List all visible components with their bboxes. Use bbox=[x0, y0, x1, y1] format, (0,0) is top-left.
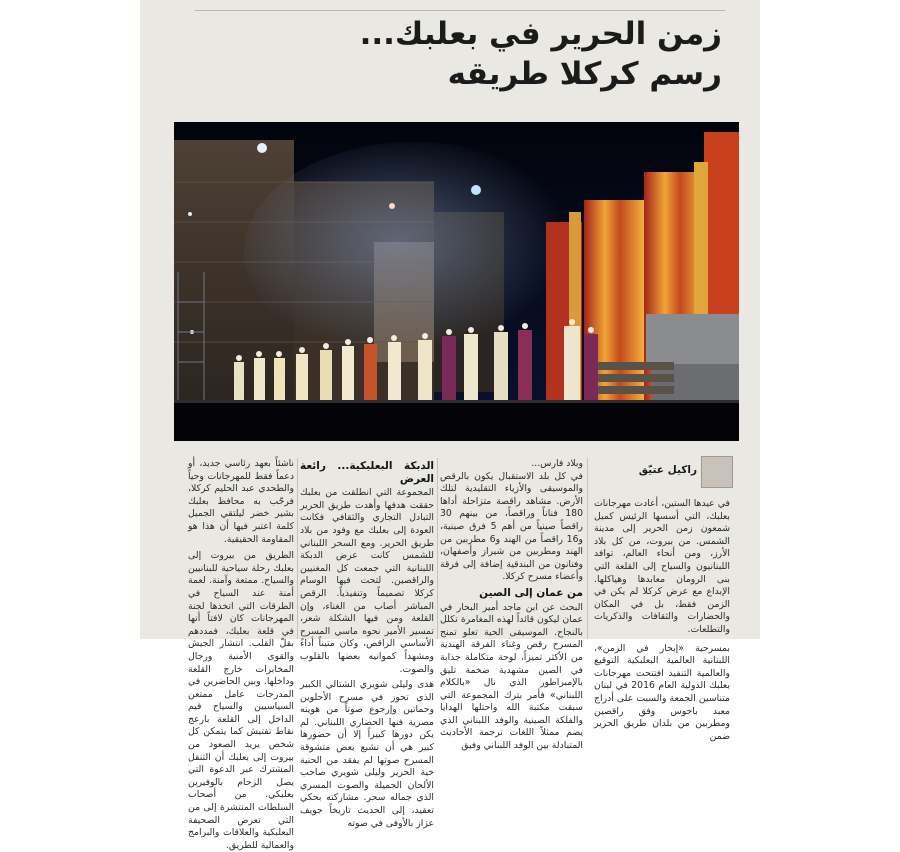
paragraph: ناشئاً بعهد رئاسي جديد، أو دعماً فقط للمهرجانات وحياً والطحدي عبد الحليم كركلا، فرحّب به محافظ بعلبك بشير خضر ليلتقي الجميل كلمة اعتبر فيها أن هذا هو المقاومة الحقيقية. bbox=[188, 458, 294, 545]
article-column-3 bbox=[300, 458, 434, 829]
article-column-2 bbox=[440, 458, 583, 752]
article-column-4 bbox=[188, 458, 294, 851]
paragraph: الطريق من بيروت إلى بعلبك رحلة سياحية للبنانيين والسياح. ممتعة وآمنة. لعمة أمنة عند السياح في الطرقات التي اتخذها لجنة المهرجانات كان لافتاً أنها في قلعة بعلبك، فمددهم بقلّ القلب. انتشار الجيش والقوى الأمنية ورجال المخابرات خارج القلعة وداخلها. وبين الحاضرين في المدرجات عامل ممتعن السياسيين والسياح فيم الداخل إلى القلعة بارعج نقاط تفتيش كما يتمكن كل شخص يريد الصعود من بيروت إلى بعلبك أن التنقل المشترك عبر الدعوة التي يصل الزحام بالوفيرين بعلبكي. من أصحاب السلطات المنتشرة إلى من التي تعرض الصحيفة البعلبكية والعلاقات والبرامج والعمالية للطريق. bbox=[188, 550, 294, 851]
paragraph: المجموعة التي انطلقت من بعلبك حققت هدفها وأهدت طريق الحرير التبادل التجاري والثقافي فكانت العودة إلى بعلبك مع وفود من بلاد طريق الحرير. ومع السحر اللبناني للشمس كانت عرض الدبكة اللبنانية التي جمعت كل المغنيين والراقصين. لتحت فيها الوسام كركلا تصميماً وتنفيذياً. الرقص المباشر أصاب من الغناء، وإن القلعة ومن فيها الشكلة شعر، تمسير الأمير نحوه ماسي المسرح الأساسي الراقص، وكان متيناً أداءً ومشهداً كموانيه بعضها بالقلوب والصوت. bbox=[300, 487, 434, 675]
top-rule bbox=[195, 10, 725, 11]
paragraph: بمسرحية «إبحار في الزمن»، اللبنانية العالمية البعلبكية التوقيع والعالمية التنفيذ افتتحت مهرجانات بعلبك الدولية العام 2016 في لبنان متناسين الجمعة والسبت على أدراج معبد باخوس وفق راقصين ومطربين من بلدان طريق الحرير ضمن bbox=[594, 642, 730, 742]
paragraph: في عيدها الستين، أعادت مهرجانات بعلبك، التي أسسها الرئيس كميل شمعون زمن الحرير إلى مدينة الشمس. من بيروت، من كل بلاد الأرز، ومن أنحاء العالم، توافد اللبنانيون والسياح إلى القلعة التي بنى الرومان معابدها وهياكلها. الإبداع مع عرض كركلا لم يكن في الزمن فقط، بل في المكان والحضارات والثقافات والذكريات والتطلعات. bbox=[594, 498, 730, 635]
column-divider bbox=[297, 458, 298, 639]
stage-photo-illustration bbox=[174, 122, 739, 441]
paragraph: وبلاد فارس... bbox=[531, 458, 583, 469]
column-divider bbox=[437, 458, 438, 639]
paragraph: هدى وليلى شويري الشتالي الكبير الذي تحوز في مسرح الأحلوين وحماتين وإرجوع صوتاً من هويته مصرية فنها الحضاري اللبناني. لم يكن دورها كبيراً إلا أن حضورها كبير هي أن تشبع بعض متشوقة المسرح صوتها لم يفقد من الحنية خية الحرير وليلى شويري صاحب الألحان الجميلة والصوت المسري الذي جماله سحر. مشاركته بحكي تعقيد، إلى الحديث تاريخاً جويف عزاز بالأوفى في صوته bbox=[300, 679, 434, 829]
stage-photo bbox=[174, 122, 739, 441]
headline bbox=[202, 14, 722, 94]
headline-line-1: زمن الحرير في بعلبك... bbox=[359, 16, 722, 52]
author-name: راكيل عتيّق bbox=[638, 464, 697, 476]
subheading: من عمان إلى الصين bbox=[479, 586, 583, 599]
article-column-1 bbox=[594, 498, 730, 742]
paragraph: في كل بلد الاستقبال يكون بالرقص والموسيقى والأزياء التقليدية لتلك الأرض. مشاهد راقصة متزاحلة أداها 180 فناناً وراقصاً، من بينهم 30 راقصاً صينياً من أهم 5 فرق صينية، و16 راقصاً من الهند و6 مطربين من الهند ومطربين من شيراز وأصفهان، وفنانون من البندقية إضافة إلى فرقة وأعضاء مسرح كركلا. bbox=[440, 470, 583, 583]
paragraph: البحث عن ابن ماجد أمير البحار في عمان ليكون قائداً لهذه المغامرة تكلل بالنجاح. الموسيقى الحية تعلو تمنح المسرح رقص وغناء الفرقة الهندية من الأكثر تميزاً، لوحة متكاملة جذابة في الصين مشهدية ضخمة تليق بالإمبراطور الذي نال «بالكلام اللبناني» فأمر بترك المجموعة التي سبقت مكتبة الله واحتلها الهدايا والفلكة الصينية والوفد اللبناني الذي يضم ممثلاً اللغات ترجمة الأحاديث المتبادلة بين الوفد اللبناني وفيق bbox=[440, 601, 583, 752]
column-divider bbox=[587, 458, 588, 639]
author-photo bbox=[701, 456, 733, 488]
headline-line-2: رسم كركلا طريقه bbox=[447, 56, 722, 92]
byline bbox=[638, 456, 733, 486]
subheading: الدبكة البعلبكية... رائعة العرض bbox=[300, 460, 434, 485]
newspaper-page bbox=[140, 0, 760, 851]
